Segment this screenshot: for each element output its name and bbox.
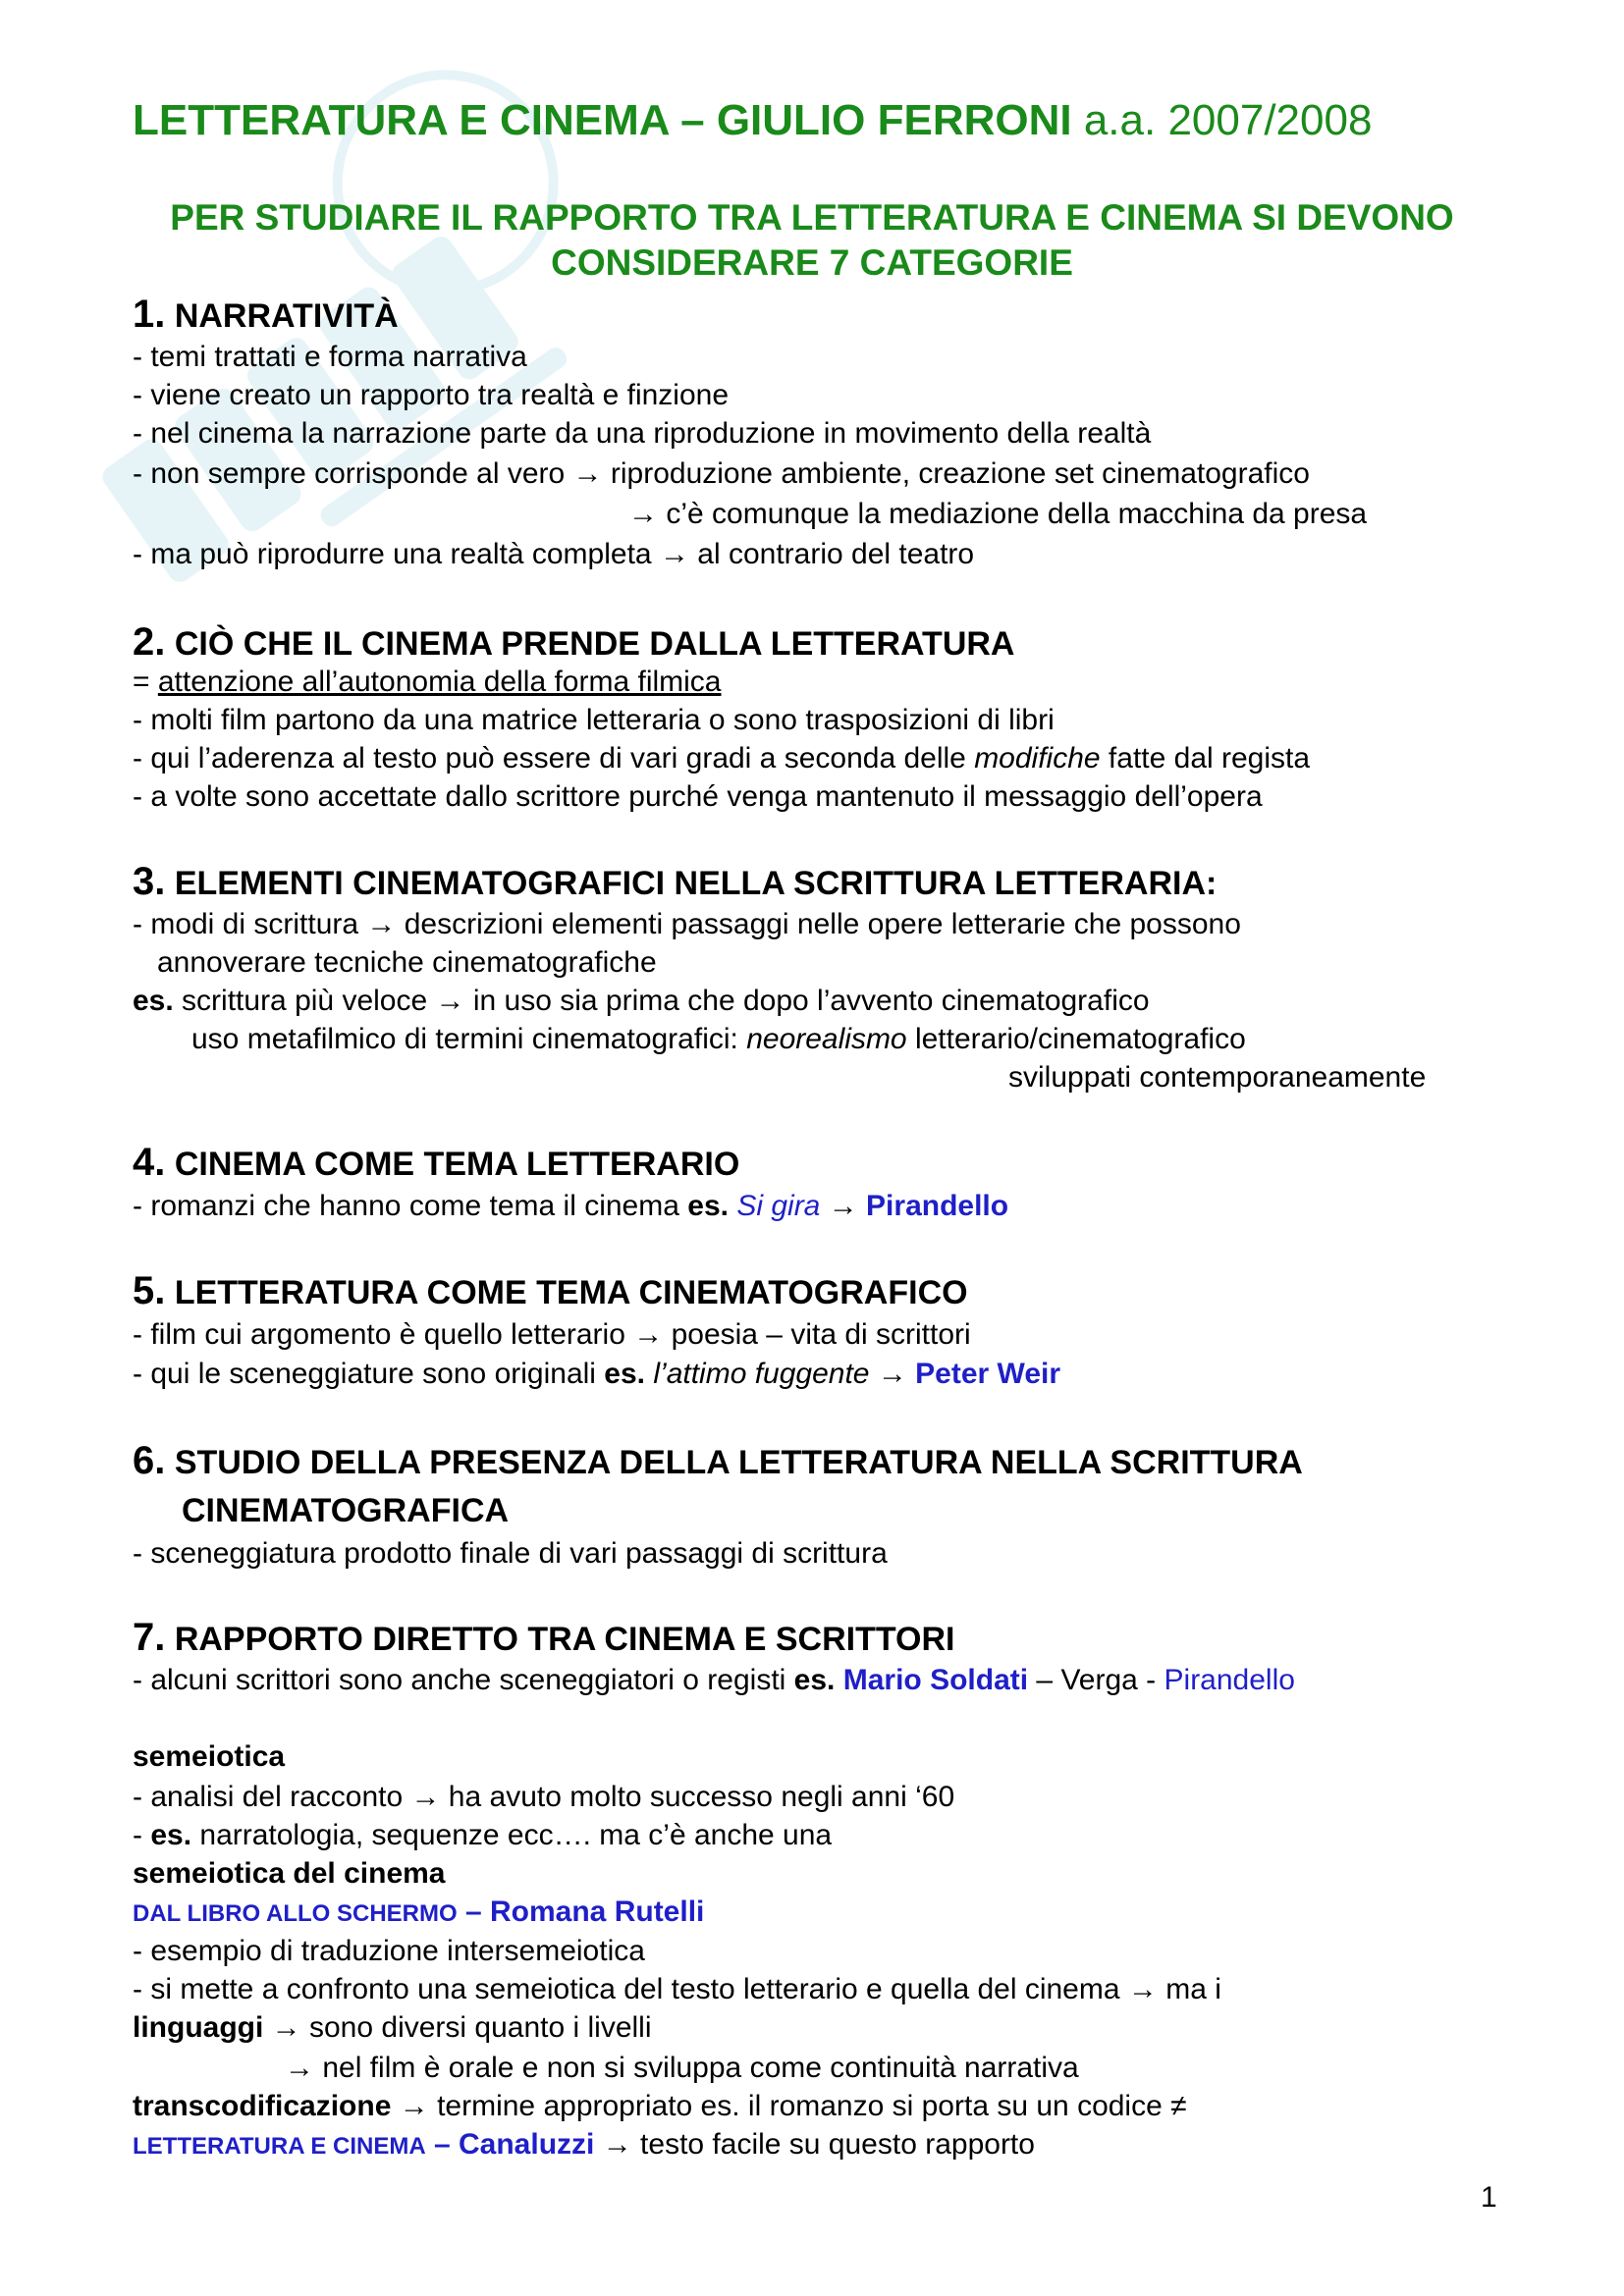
page-number: 1: [1481, 2181, 1497, 2214]
semeiotica-line: - analisi del racconto → ha avuto molto successo negli anni ‘60: [133, 1781, 955, 1813]
section-1-line: → c’è comunque la mediazione della macchina da presa: [628, 498, 1368, 530]
section-2-line: - qui l’aderenza al testo può essere di vari gradi a seconda delle modifiche fatte dal regista: [133, 742, 1311, 774]
semeiotica-line: - esempio di traduzione intersemeiotica: [133, 1935, 645, 1967]
section-2-line: - molti film partono da una matrice letteraria o sono trasposizioni di libri: [133, 704, 1055, 736]
section-5-heading: 5. LETTERATURA COME TEMA CINEMATOGRAFICO: [133, 1269, 968, 1312]
section-1-line: - ma può riprodurre una realtà completa → al contrario del teatro: [133, 538, 975, 570]
semeiotica-heading: semeiotica: [133, 1740, 286, 1773]
subtitle-line-2: CONSIDERARE 7 CATEGORIE: [551, 242, 1073, 283]
section-1-heading: 1. NARRATIVITÀ: [133, 293, 399, 336]
section-2-heading: 2. CIÒ CHE IL CINEMA PRENDE DALLA LETTERATURA: [133, 620, 1015, 664]
section-1-line: - nel cinema la narrazione parte da una riproduzione in movimento della realtà: [133, 417, 1152, 450]
semeiotica-line: → nel film è orale e non si sviluppa come continuità narrativa: [285, 2052, 1079, 2084]
semeiotica-line: - si mette a confronto una semeiotica del testo letterario e quella del cinema → ma i: [133, 1973, 1221, 2005]
section-2-line: - a volte sono accettate dallo scrittore purché venga mantenuto il messaggio dell’opera: [133, 780, 1263, 813]
section-6-line: - sceneggiatura prodotto finale di vari passaggi di scrittura: [133, 1537, 888, 1570]
book-reference: DAL LIBRO ALLO SCHERMO – Romana Rutelli: [133, 1896, 705, 1928]
semeiotica-cinema-heading: semeiotica del cinema: [133, 1857, 446, 1890]
document-title: LETTERATURA E CINEMA – GIULIO FERRONI a.a. 2007/2008: [133, 96, 1373, 144]
section-1-line: - non sempre corrisponde al vero → riproduzione ambiente, creazione set cinematografico: [133, 457, 1310, 490]
section-6-heading: 6. STUDIO DELLA PRESENZA DELLA LETTERATURA NELLA SCRITTURA: [133, 1439, 1303, 1482]
section-3-heading: 3. ELEMENTI CINEMATOGRAFICI NELLA SCRITTURA LETTERARIA:: [133, 860, 1218, 903]
section-5-line: - film cui argomento è quello letterario → poesia – vita di scrittori: [133, 1318, 971, 1351]
book-reference: LETTERATURA E CINEMA – Canaluzzi → testo facile su questo rapporto: [133, 2128, 1035, 2161]
subtitle-line-1: PER STUDIARE IL RAPPORTO TRA LETTERATURA E CINEMA SI DEVONO: [170, 197, 1454, 238]
section-3-line: uso metafilmico di termini cinematografici: neorealismo letterario/cinematografico: [191, 1023, 1246, 1055]
section-1-line: - temi trattati e forma narrativa: [133, 341, 527, 373]
section-6-heading-cont: CINEMATOGRAFICA: [182, 1492, 510, 1529]
section-1-line: - viene creato un rapporto tra realtà e finzione: [133, 379, 730, 411]
section-4-heading: 4. CINEMA COME TEMA LETTERARIO: [133, 1141, 740, 1184]
section-7-line: - alcuni scrittori sono anche sceneggiatori o registi es. Mario Soldati – Verga - Pirandello: [133, 1664, 1295, 1696]
semeiotica-line: transcodificazione → termine appropriato es. il romanzo si porta su un codice ≠: [133, 2090, 1187, 2122]
section-3-line: annoverare tecniche cinematografiche: [157, 946, 657, 979]
section-3-line: - modi di scrittura → descrizioni elementi passaggi nelle opere letterarie che possono: [133, 908, 1241, 940]
section-7-heading: 7. RAPPORTO DIRETTO TRA CINEMA E SCRITTORI: [133, 1616, 955, 1659]
semeiotica-line: - es. narratologia, sequenze ecc…. ma c’è anche una: [133, 1819, 833, 1851]
section-5-line: - qui le sceneggiature sono originali es. l’attimo fuggente → Peter Weir: [133, 1358, 1061, 1390]
section-4-line: - romanzi che hanno come tema il cinema es. Si gira → Pirandello: [133, 1190, 1009, 1222]
section-2-line: = attenzione all’autonomia della forma filmica: [133, 666, 722, 698]
semeiotica-line: linguaggi → sono diversi quanto i livelli: [133, 2011, 652, 2044]
section-3-line: sviluppati contemporaneamente: [1008, 1061, 1427, 1094]
section-3-line: es. scrittura più veloce → in uso sia prima che dopo l’avvento cinematografico: [133, 985, 1150, 1017]
